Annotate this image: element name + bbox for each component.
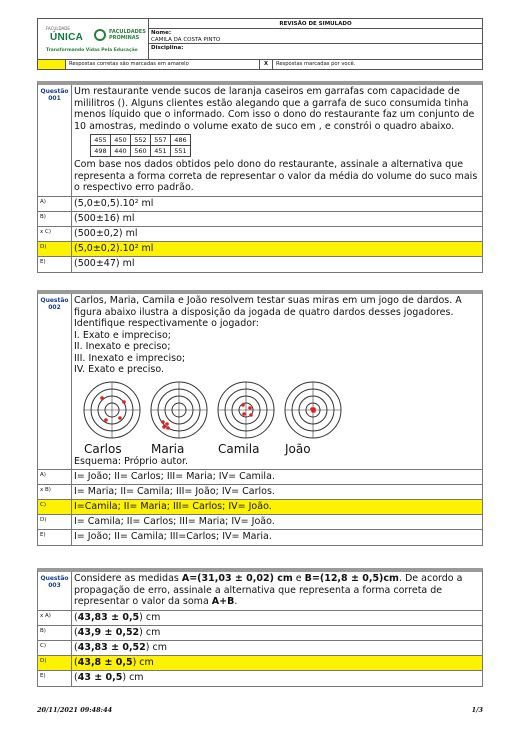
option-e[interactable]: E) (43 ± 0,5) cm <box>38 671 482 686</box>
institution-logo <box>38 19 149 59</box>
page-footer <box>37 706 483 714</box>
figure-caption: Esquema: Próprio autor. <box>74 455 189 467</box>
statement-paragraph: Um restaurante vende sucos de laranja caseiros em garrafas com capacidade de mililitros (). Alguns clientes estão alegando que a garrafa de suco consumida tinha menos líquido que o informado. Com isso o dono do restaurante faz um conjunto de 10 amostras, medindo o volume exato de suco em , e constrói o quadro abaixo. <box>74 86 475 132</box>
question-statement: Considere as medidas A=(31,03 ± 0,02) cm e B=(12,8 ± 0,5)cm. De acordo a propagação de erro, assinale a alternativa que representa a forma correta de representar o valor da soma A+B. <box>74 573 463 607</box>
option-e[interactable]: E) I= João; II= Camila; III=Carlos; IV= Maria. <box>38 530 482 545</box>
dartboard-labels <box>84 442 480 456</box>
question-statement <box>72 294 482 469</box>
statement-line: II. Inexato e preciso; <box>74 341 171 352</box>
option-d-correct[interactable]: D) (5,0±0,2).10² ml <box>38 242 482 257</box>
question-number: Questão 001 <box>38 85 72 196</box>
measure-b: B=(12,8 ± 0,5)cm <box>304 573 399 584</box>
dartboard-maria-icon <box>149 380 209 440</box>
legend-yellow-text: Respostas corretas são marcadas em amarelo <box>66 60 260 69</box>
statement-line: III. Inexato e impreciso; <box>74 352 186 364</box>
print-datetime: 20/11/2021 09:48:44 <box>37 706 113 714</box>
question-statement <box>72 85 482 196</box>
question-number: Questão 002 <box>38 294 72 469</box>
disciplina-field: Disciplina: <box>151 45 184 51</box>
page-title: REVISÃO DE SIMULADO <box>149 19 482 29</box>
question-001 <box>37 81 483 273</box>
sample-table <box>90 134 191 157</box>
option-b[interactable]: B) (500±16) ml <box>38 212 482 227</box>
target-label: Carlos <box>84 441 122 456</box>
nome-value: CAMILA DA COSTA PINTO <box>151 36 221 43</box>
dartboard-carlos-icon <box>82 380 142 440</box>
option-a[interactable]: x A) (43,83 ± 0,5) cm <box>38 611 482 626</box>
legend-yellow-swatch <box>38 60 66 69</box>
option-e[interactable]: E) (500±47) ml <box>38 257 482 272</box>
prominas-logo-icon <box>94 29 106 41</box>
option-a[interactable]: A) I= João; II= Carlos; III= Maria; IV= Camila. <box>38 470 482 485</box>
statement-paragraph: Carlos, Maria, Camila e João resolvem testar suas miras em um jogo de dardos. A figura abaixo ilustra a disposição da jogada de quatro dardos desses jogadores. Identifique respectivamente o jogador: <box>74 295 462 329</box>
statement-line: I. Exato e impreciso; <box>74 329 171 341</box>
dartboard-joao-icon <box>283 380 343 440</box>
nome-field: Nome: CAMILA DA COSTA PINTO <box>149 29 482 44</box>
option-c[interactable]: C) (43,83 ± 0,52) cm <box>38 641 482 656</box>
question-003 <box>37 568 483 687</box>
option-d-correct[interactable]: D) (43,8 ± 0,5) cm <box>38 656 482 671</box>
option-b[interactable]: x B) I= Maria; II= Camila; III= João; IV= Carlos. <box>38 485 482 500</box>
table-row: 455 450 552 557 486 <box>91 135 191 146</box>
statement-paragraph: Com base nos dados obtidos pelo dono do restaurante, assinale a alternativa que representa a forma correta de representar o valor da média do volume do suco mais o respectivo erro padrão. <box>74 159 478 193</box>
legend-x-mark: X <box>260 60 273 69</box>
legend-x-text: Respostas marcadas por você. <box>276 61 356 67</box>
dartboard-camila-icon <box>216 380 276 440</box>
option-c[interactable]: x C) (500±0,2) ml <box>38 227 482 242</box>
header-table <box>37 18 483 70</box>
option-a[interactable]: A) (5,0±0,5).10² ml <box>38 197 482 212</box>
target-label: Maria <box>151 441 185 456</box>
option-c-correct[interactable]: C) I=Camila; II= Maria; III= Carlos; IV= João. <box>38 500 482 515</box>
sum-ab: A+B <box>211 596 235 607</box>
logo-unica: ÚNICA <box>50 32 84 43</box>
logo-prominas-text: FACULDADES PROMINAS <box>109 29 146 41</box>
option-b[interactable]: B) (43,9 ± 0,52) cm <box>38 626 482 641</box>
table-row: 498 440 560 451 551 <box>91 146 191 157</box>
question-002 <box>37 290 483 546</box>
logo-tagline: Transformando Vidas Pela Educação <box>46 48 138 53</box>
legend-row <box>38 59 482 69</box>
target-label: João <box>285 441 311 456</box>
option-d[interactable]: D) I= Camila; II= Carlos; III= Maria; IV= João. <box>38 515 482 530</box>
logo-small-text: FACULDADE <box>46 26 70 31</box>
target-label: Camila <box>218 441 260 456</box>
measure-a: A=(31,03 ± 0,02) cm <box>181 573 293 584</box>
question-number: Questão 003 <box>38 572 72 610</box>
page-number: 1/3 <box>471 706 483 714</box>
dartboard-figure <box>82 380 480 440</box>
statement-line: IV. Exato e preciso. <box>74 364 165 375</box>
